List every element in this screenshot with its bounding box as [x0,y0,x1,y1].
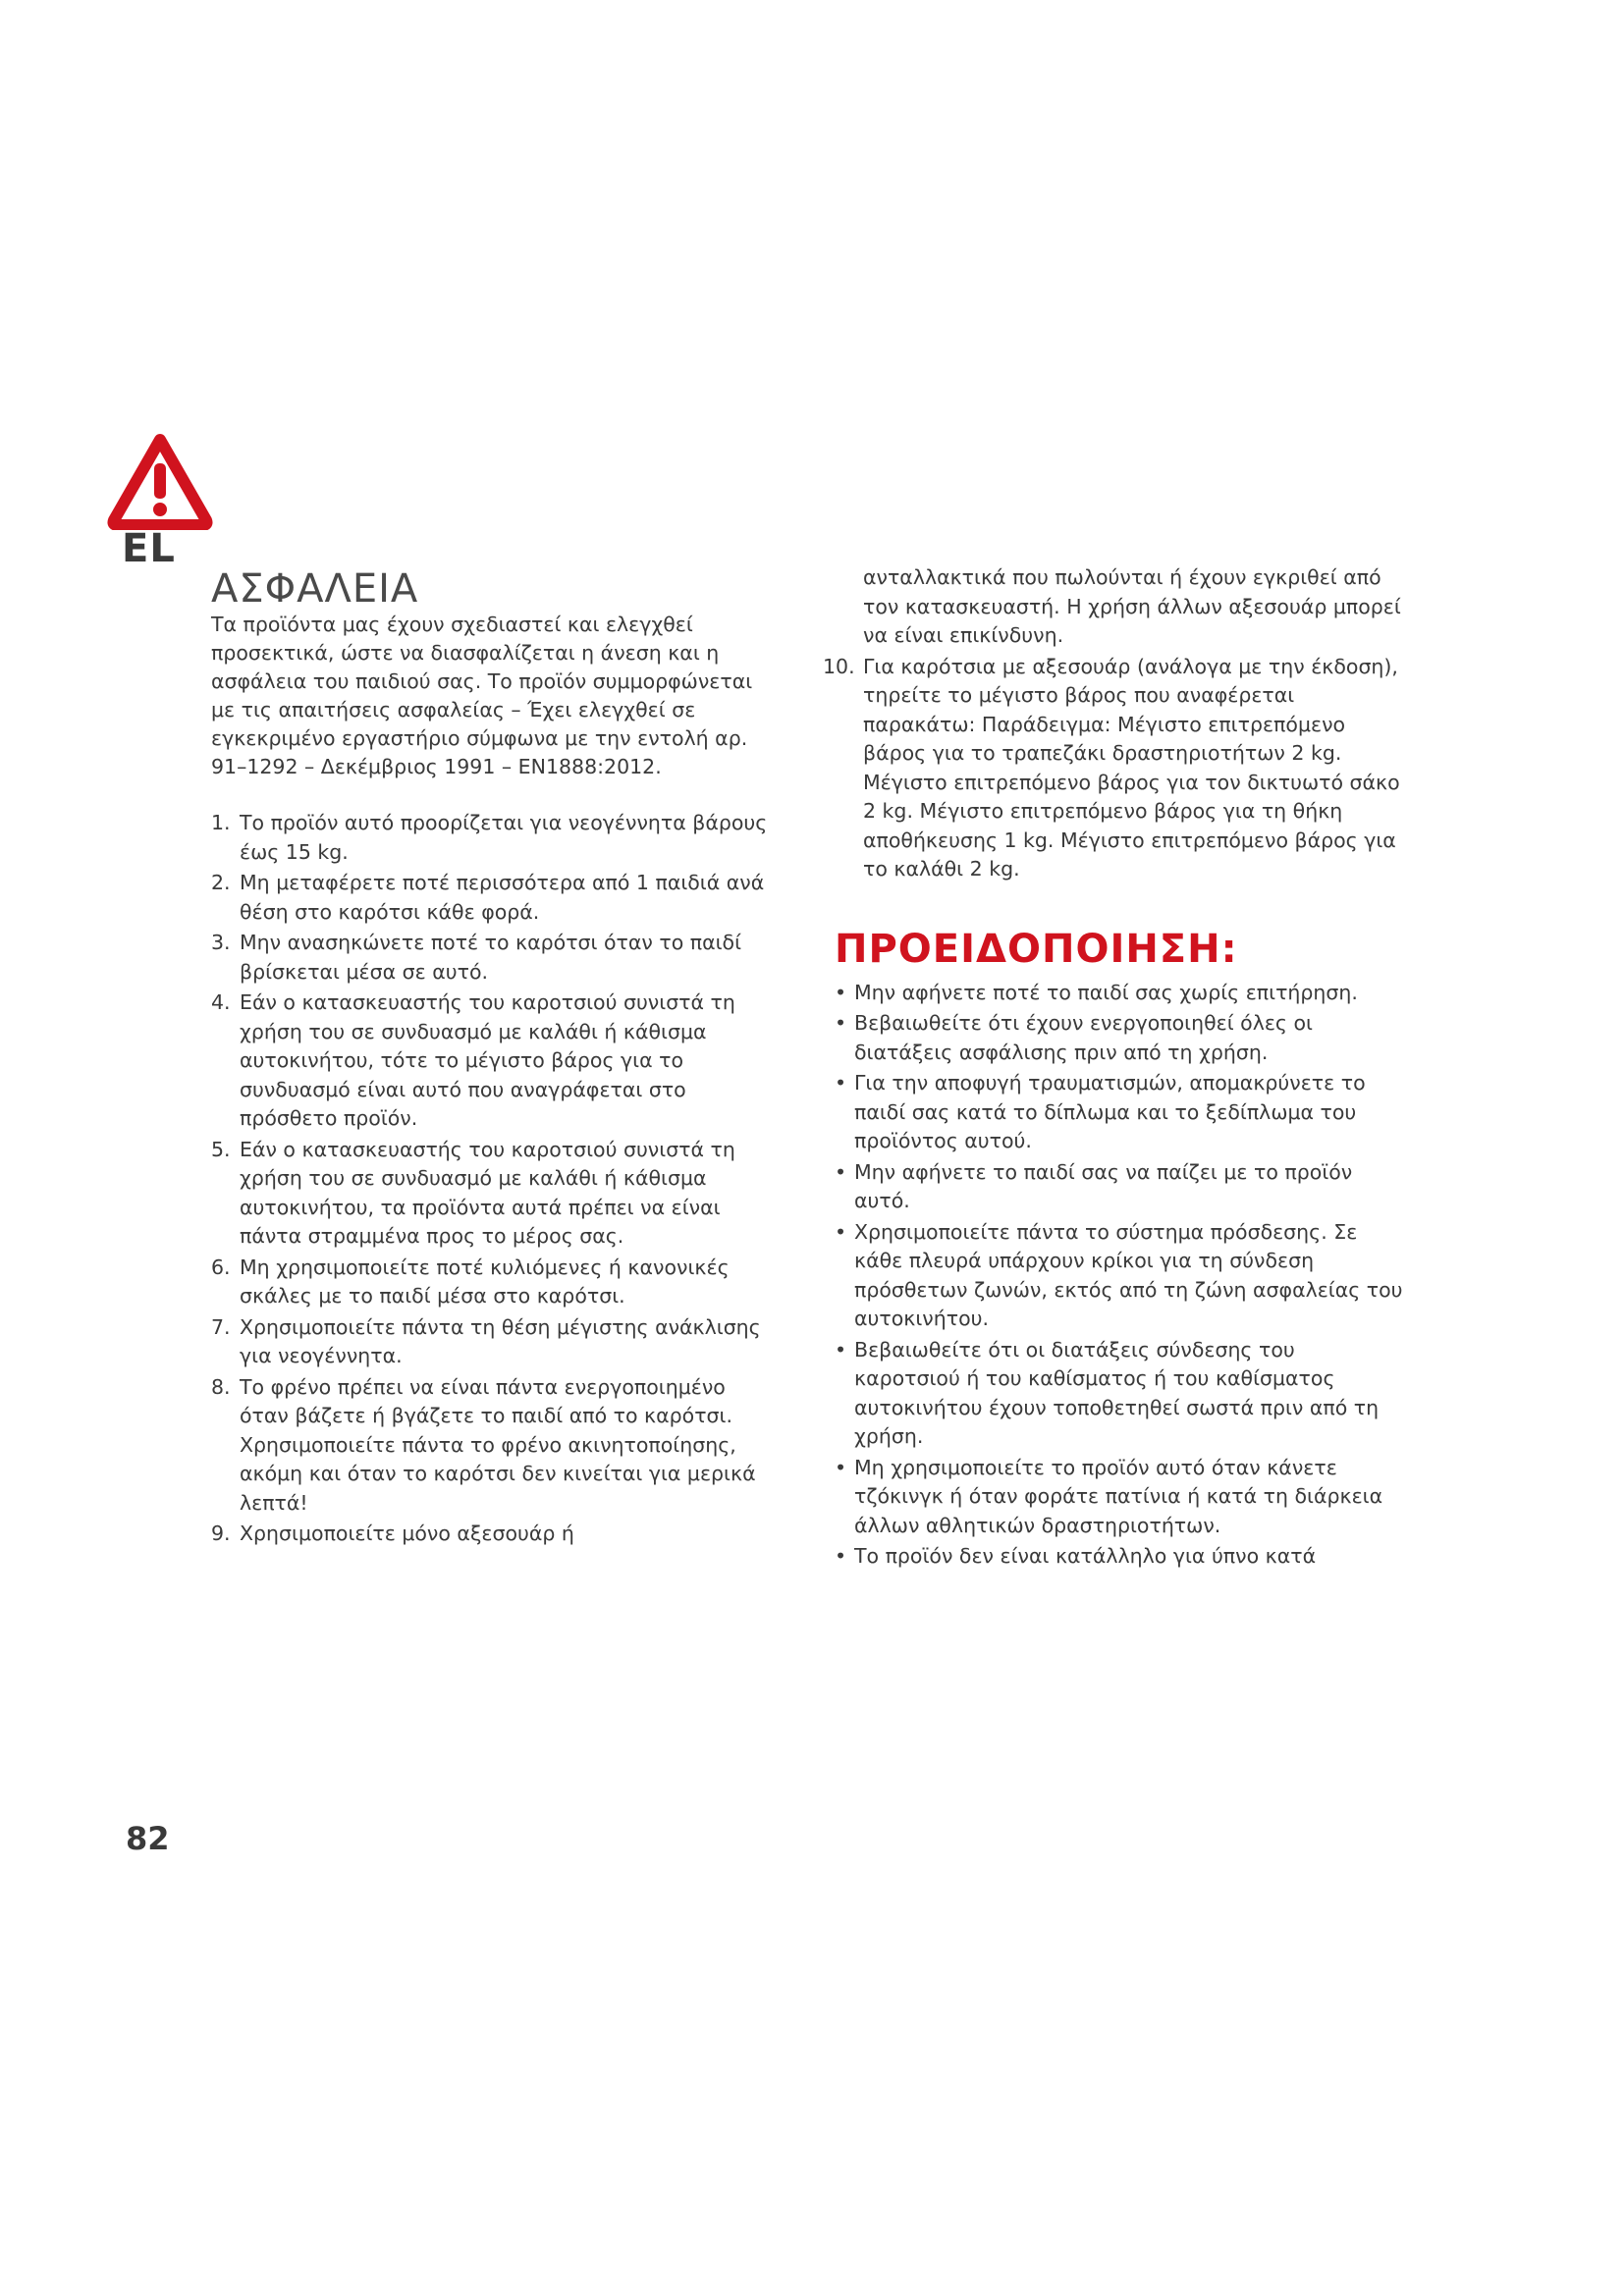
safety-rules-list [211,809,781,1549]
right-column [823,563,1404,1574]
list-item: • Βεβαιωθείτε ότι έχουν ενεργοποιηθεί όλες οι διατάξεις ασφάλισης πριν από τη χρήση. [835,1009,1404,1067]
warning-section [835,926,1404,1572]
list-item: 7. Χρησιμοποιείτε πάντα τη θέση μέγιστης ανάκλισης για νεογέννητα. [211,1314,761,1367]
safety-title: ΑΣΦΑΛΕΙΑ [211,566,419,612]
list-item: 6. Μη χρησιμοποιείτε ποτέ κυλιόμενες ή κανονικές σκάλες με το παιδί μέσα στο καρότσι. [211,1255,730,1308]
warning-title: ΠΡΟΕΙΔΟΠΟΙΗΣΗ: [835,926,1238,972]
list-item: 2. Μη μεταφέρετε ποτέ περισσότερα από 1 παιδιά ανά θέση στο καρότσι κάθε φορά. [211,871,765,924]
list-item: 10. Για καρότσια με αξεσουάρ (ανάλογα με την έκδοση), τηρείτε το μέγιστο βάρος που αναφέρεται παρακάτω: Παράδειγμα: Μέγιστο επιτρεπόμενο βάρος για το τραπεζάκι δραστηριοτήτων 2 kg. Μέγιστο επιτρεπόμενο βάρος για τον δικτυωτό σάκο 2 kg. Μέγιστο επιτρεπόμενο βάρος για τη θήκη αποθήκευσης 1 kg. Μέγιστο επιτρεπόμενο βάρος για το καλάθι 2 kg. [823,654,1400,881]
list-item: 4. Εάν ο κατασκευαστής του καροτσιού συνιστά τη χρήση του σε συνδυασμό με καλάθι ή κάθισμα αυτοκινήτου, τότε το μέγιστο βάρος για το συνδυασμό είναι αυτό που αναγράφεται στο πρόσθετο προϊόν. [211,990,735,1130]
list-item: • Μην αφήνετε το παιδί σας να παίζει με το προϊόν αυτό. [835,1158,1404,1216]
left-column [211,567,781,1551]
list-item: • Βεβαιωθείτε ότι οι διατάξεις σύνδεσης του καροτσιού ή του καθίσματος ή του καθίσματος αυτοκινήτου έχουν τοποθετηθεί σωστά πριν από τη χρήση. [835,1336,1404,1452]
safety-rules-list-continued [823,653,1404,884]
list-item: 5. Εάν ο κατασκευαστής του καροτσιού συνιστά τη χρήση του σε συνδυασμό με καλάθι ή κάθισμα αυτοκινήτου, τα προϊόντα αυτά πρέπει να είναι πάντα στραμμένα προς το μέρος σας. [211,1137,735,1248]
list-item: 3. Μην ανασηκώνετε ποτέ το καρότσι όταν το παιδί βρίσκεται μέσα σε αυτό. [211,931,742,984]
warning-triangle-icon [106,432,214,530]
rule-9-continued: ανταλλακτικά που πωλούνται ή έχουν εγκριθεί από τον κατασκευαστή. Η χρήση άλλων αξεσουάρ μπορεί να είναι επικίνδυνη. [863,565,1401,647]
list-item: 8. Το φρένο πρέπει να είναι πάντα ενεργοποιημένο όταν βάζετε ή βγάζετε το παιδί από το καρότσι. Χρησιμοποιείτε πάντα το φρένο ακινητοποίησης, ακόμη και όταν το καρότσι δεν κινείται για μερικά λεπτά! [211,1374,756,1515]
list-item: • Το προϊόν δεν είναι κατάλληλο για ύπνο κατά [835,1542,1404,1572]
language-code: EL [122,526,176,571]
page-number: 82 [126,1820,170,1857]
list-item: • Μη χρησιμοποιείτε το προϊόν αυτό όταν κάνετε τζόκινγκ ή όταν φοράτε πατίνια ή κατά τη διάρκεια άλλων αθλητικών δραστηριοτήτων. [835,1454,1404,1541]
warning-list [835,979,1404,1572]
list-item: • Μην αφήνετε ποτέ το παιδί σας χωρίς επιτήρηση. [835,979,1404,1008]
list-item: • Για την αποφυγή τραυματισμών, απομακρύνετε το παιδί σας κατά το δίπλωμα και το ξεδίπλωμα του προϊόντος αυτού. [835,1069,1404,1156]
safety-intro: Τα προϊόντα μας έχουν σχεδιαστεί και ελεγχθεί προσεκτικά, ώστε να διασφαλίζεται η άνεση και η ασφάλεια του παιδιού σας. Το προϊόν συμμορφώνεται με τις απαιτήσεις ασφαλείας – Έχει ελεγχθεί σε εγκεκριμένο εργαστήριο σύμφωνα με την εντολή αρ. 91–1292 – Δεκέμβριος 1991 – EN1888:2012. [211,613,753,778]
list-item: • Χρησιμοποιείτε πάντα το σύστημα πρόσδεσης. Σε κάθε πλευρά υπάρχουν κρίκοι για τη σύνδεση πρόσθετων ζωνών, εκτός από τη ζώνη ασφαλείας του αυτοκινήτου. [835,1218,1404,1334]
list-item: 9. Χρησιμοποιείτε μόνο αξεσουάρ ή [211,1522,574,1545]
list-item: 1. Το προϊόν αυτό προορίζεται για νεογέννητα βάρους έως 15 kg. [211,811,768,864]
